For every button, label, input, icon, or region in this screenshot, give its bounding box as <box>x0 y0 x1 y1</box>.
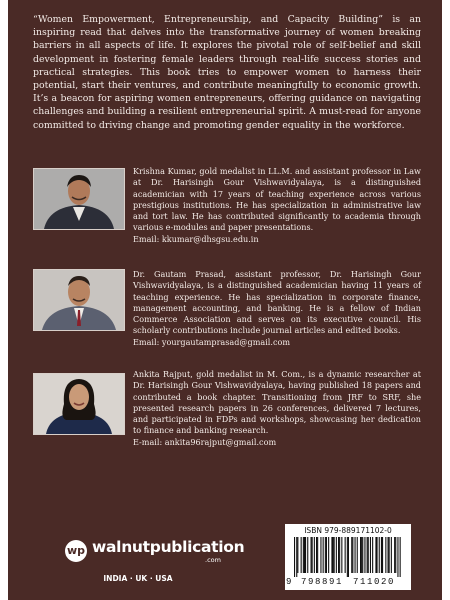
barcode-bar <box>355 537 356 573</box>
barcode-bar <box>347 537 348 577</box>
barcode-bar <box>331 537 332 573</box>
barcode-bar <box>391 537 392 573</box>
barcode-bar <box>307 537 308 573</box>
barcode-bar <box>320 537 321 573</box>
barcode-bar <box>352 537 353 573</box>
barcode-bar <box>323 537 324 573</box>
barcode-bar <box>388 537 389 573</box>
barcode-bar <box>296 537 297 577</box>
barcode-bar <box>345 537 346 573</box>
author-1-email: Email: kkumar@dhsgsu.edu.in <box>133 233 259 244</box>
book-blurb: “Women Empowerment, Entrepreneurship, and Capacity Building” is an inspiring read that delves into the transformative journey of women breaking barriers in all aspects of life. It explores the pivotal role of self-belief and skill development in fostering female leaders through real-life success stories and practical strategies. This book tries to empower women to harness their potential, start their ventures, and contribute meaningfully to economic growth. It’s a beacon for aspiring women entrepreneurs, offering guidance on navigating challenges and building a resilient entrepreneurial spirit. A must-read for anyone committed to driving change and promoting gender equality in the workforce. <box>33 14 421 131</box>
barcode-bar <box>328 537 329 573</box>
barcode-bar <box>389 537 390 573</box>
barcode-bar <box>334 537 335 573</box>
barcode-bars <box>294 537 404 577</box>
barcode-bar <box>361 537 362 573</box>
barcode-bar <box>304 537 305 573</box>
author-2-photo <box>33 269 125 331</box>
back-cover <box>8 0 442 600</box>
barcode-bar <box>385 537 386 573</box>
barcode-bar <box>370 537 371 573</box>
barcode-bar <box>375 537 376 573</box>
barcode-bar <box>316 537 317 573</box>
barcode-bar <box>377 537 378 573</box>
barcode-bar <box>314 537 315 573</box>
barcode-bar <box>303 537 304 573</box>
barcode-bar <box>339 537 340 573</box>
barcode-bar <box>311 537 312 573</box>
barcode-bar <box>357 537 358 573</box>
isbn-left-group: 798891 <box>301 577 344 587</box>
barcode-bar <box>317 537 318 573</box>
barcode-bar <box>326 537 327 573</box>
barcode-bar <box>351 537 352 573</box>
barcode-bar <box>379 537 380 573</box>
author-1-bio-text: Krishna Kumar, gold medalist in LL.M. and assistant professor in Law at Dr. Harisingh Gour Vishwavidyalaya, is a distinguished academician with 17 years of teaching experience across various prestigious institutions. He has specialization in administrative law and tort law. He has contributed significantly to academia through various e-modules and paper presentations. <box>133 166 421 233</box>
author-2-bio <box>133 269 421 348</box>
barcode-bar <box>301 537 302 573</box>
author-2 <box>33 269 421 369</box>
barcode-bar <box>381 537 382 573</box>
isbn-barcode <box>285 524 411 590</box>
author-3 <box>33 369 421 469</box>
barcode-bar <box>325 537 326 573</box>
barcode-bar <box>333 537 334 573</box>
barcode-bar <box>312 537 313 573</box>
author-3-bio <box>133 369 421 448</box>
isbn-label: ISBN 979-889171102-0 <box>304 526 392 535</box>
author-3-email: E-mail: ankita96rajput@gmail.com <box>133 436 277 447</box>
author-1-bio <box>133 166 421 245</box>
barcode-bar <box>348 537 349 577</box>
author-3-photo <box>33 373 125 435</box>
barcode-bar <box>395 537 396 573</box>
author-1 <box>33 166 421 266</box>
isbn-first-digit: 9 <box>286 577 292 587</box>
barcode-bar <box>364 537 365 573</box>
publisher-regions: INDIA · UK · USA <box>103 574 173 583</box>
barcode-bar <box>400 537 401 577</box>
publisher-name: walnutpublication <box>92 538 245 556</box>
barcode-bar <box>360 537 361 573</box>
barcode-bar <box>297 537 298 573</box>
isbn-right-group: 711020 <box>353 577 396 587</box>
barcode-bar <box>394 537 395 573</box>
barcode-bar <box>382 537 383 573</box>
publisher-logo <box>65 538 245 568</box>
barcode-bar <box>362 537 363 573</box>
barcode-bar <box>294 537 295 577</box>
author-2-email: Email: yourgautamprasad@gmail.com <box>133 336 291 347</box>
walnut-logo-icon: wp <box>65 540 87 562</box>
barcode-bar <box>372 537 373 573</box>
barcode-bar <box>338 537 339 573</box>
publisher-domain-suffix: .com <box>205 556 221 564</box>
barcode-bar <box>367 537 368 573</box>
barcode-bar <box>368 537 369 573</box>
author-2-bio-text: Dr. Gautam Prasad, assistant professor, Dr. Harisingh Gour Vishwavidyalaya, is a distinguished academician having 11 years of teaching experience. He has specialization in corporate finance, management accounting, and banking. He is a fellow of Indian Commerce Association and serves on its executive council. His scholarly contributions include journal articles and edited books. <box>133 269 421 336</box>
author-1-photo <box>33 168 125 230</box>
barcode-bar <box>305 537 306 573</box>
barcode-bar <box>341 537 342 573</box>
author-3-bio-text: Ankita Rajput, gold medalist in M. Com., is a dynamic researcher at Dr. Harisingh Gour Vishwavidyalaya, having published 18 papers and contributed a book chapter. Transitioning from JRF to SRF, she presented research papers in 26 conferences, delivered 7 lectures, and participated in FDPs and workshops, showcasing her dedication to finance and banking research. <box>133 369 421 436</box>
barcode-bar <box>336 537 337 573</box>
barcode-bar <box>397 537 398 577</box>
